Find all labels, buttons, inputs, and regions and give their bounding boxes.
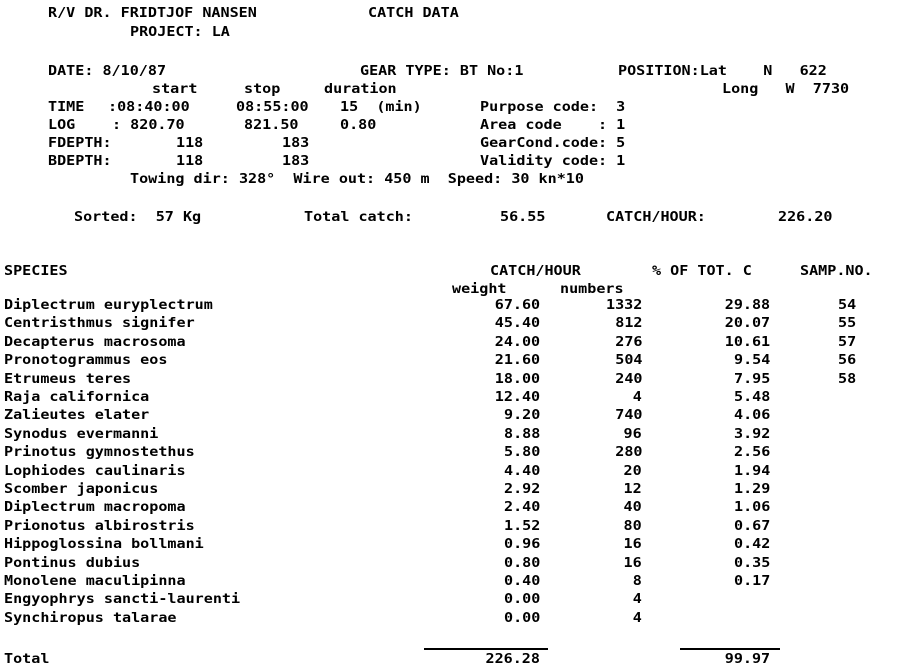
numbers-subheader: numbers	[560, 282, 624, 297]
catch-numbers: 16	[623, 555, 642, 571]
species-name: Decapterus macrosoma	[4, 334, 186, 350]
percent-of-total: 0.67	[733, 518, 770, 534]
species-name: Raja californica	[4, 390, 150, 405]
time-duration: 15 (min)	[340, 100, 422, 115]
table-row	[0, 408, 900, 426]
species-name: Pronotogrammus eos	[4, 353, 168, 369]
catch-weight: 4.40	[503, 463, 540, 479]
catch-numbers: 280	[614, 445, 642, 461]
species-name: Diplectrum macropoma	[4, 500, 186, 516]
table-row	[0, 519, 900, 537]
fdepth-stop: 183	[282, 136, 310, 151]
catch-weight: 9.20	[503, 408, 540, 424]
catch-weight: 0.40	[503, 574, 540, 589]
percent-of-total: 29.88	[724, 298, 770, 313]
date-field: DATE: 8/10/87	[48, 64, 167, 79]
species-name: Prionotus albirostris	[4, 518, 195, 534]
table-row	[0, 574, 900, 592]
catch-per-hour-value: 226.20	[778, 210, 833, 225]
percent-of-total: 10.61	[724, 334, 770, 350]
percent-total-rule	[680, 648, 780, 650]
percent-of-total: 2.56	[733, 445, 770, 461]
catch-numbers: 812	[614, 316, 642, 332]
project-label: PROJECT: LA	[130, 25, 230, 40]
gear-type-field: GEAR TYPE: BT No:1	[360, 64, 524, 79]
catch-weight: 2.40	[503, 500, 540, 516]
catch-weight: 8.88	[503, 426, 540, 442]
table-row	[0, 427, 900, 445]
gear-condition-code: GearCond.code: 5	[480, 136, 626, 151]
table-row	[0, 335, 900, 353]
column-duration-header: duration	[324, 82, 397, 97]
vessel-name: R/V DR. FRIDTJOF NANSEN	[48, 6, 257, 21]
bdepth-label: BDEPTH:	[48, 154, 112, 169]
log-label: LOG	[48, 118, 76, 133]
percent-of-total: 7.95	[733, 371, 770, 387]
catch-weight: 0.00	[503, 610, 540, 626]
sample-number: 58	[838, 371, 857, 387]
total-weight: 226.28	[485, 652, 540, 667]
sample-number: 56	[838, 353, 857, 369]
catch-weight: 45.40	[494, 316, 540, 332]
sorted-weight: Sorted: 57 Kg	[74, 210, 202, 225]
catch-hour-column-header: CATCH/HOUR	[490, 264, 581, 279]
catch-numbers: 4	[632, 592, 642, 608]
species-name: Pontinus dubius	[4, 555, 141, 571]
table-row	[0, 316, 900, 334]
table-row	[0, 372, 900, 390]
log-distance: 0.80	[340, 118, 377, 133]
catch-numbers: 80	[623, 518, 642, 534]
log-stop: 821.50	[244, 118, 299, 133]
catch-weight: 2.92	[503, 482, 540, 497]
catch-weight: 5.80	[503, 445, 540, 461]
species-column-header: SPECIES	[4, 264, 68, 279]
percent-of-total: 1.94	[733, 463, 770, 479]
time-stop: 08:55:00	[236, 100, 309, 115]
percent-of-total: 9.54	[733, 353, 770, 369]
towing-info: Towing dir: 328° Wire out: 450 m Speed: 30 kn*10	[130, 172, 584, 187]
total-percent: 99.97	[724, 652, 770, 667]
bdepth-start: 118	[176, 154, 204, 169]
table-row	[0, 556, 900, 574]
validity-code: Validity code: 1	[480, 154, 626, 169]
sample-number: 57	[838, 334, 857, 350]
catch-weight: 0.80	[503, 555, 540, 571]
table-row	[0, 390, 900, 408]
table-row	[0, 592, 900, 610]
catch-numbers: 4	[632, 610, 642, 626]
fdepth-label: FDEPTH:	[48, 136, 112, 151]
table-row	[0, 298, 900, 316]
catch-numbers: 504	[614, 353, 642, 369]
catch-weight: 67.60	[494, 298, 540, 313]
catch-numbers: 4	[632, 390, 642, 405]
percent-of-total: 1.06	[733, 500, 770, 516]
position-lat-field: POSITION:Lat N 622	[618, 64, 827, 79]
column-start-header: start	[152, 82, 198, 97]
catch-weight: 1.52	[503, 518, 540, 534]
species-name: Synodus evermanni	[4, 426, 159, 442]
species-name: Hippoglossina bollmani	[4, 537, 204, 553]
species-name: Zalieutes elater	[4, 408, 150, 424]
document-title: CATCH DATA	[368, 6, 459, 21]
sample-number-column-header: SAMP.NO.	[800, 264, 873, 279]
catch-weight: 12.40	[494, 390, 540, 405]
catch-numbers: 16	[623, 537, 642, 553]
catch-weight: 18.00	[494, 371, 540, 387]
time-label: TIME	[48, 100, 85, 115]
percent-total-column-header: % OF TOT. C	[652, 264, 752, 279]
percent-of-total: 4.06	[733, 408, 770, 424]
catch-weight: 21.60	[494, 353, 540, 369]
catch-per-hour-label: CATCH/HOUR:	[606, 210, 706, 225]
fdepth-start: 118	[176, 136, 204, 151]
percent-of-total: 3.92	[733, 426, 770, 442]
catch-weight: 24.00	[494, 334, 540, 350]
column-stop-header: stop	[244, 82, 281, 97]
species-name: Etrumeus teres	[4, 371, 132, 387]
table-row	[0, 611, 900, 629]
time-start: :08:40:00	[108, 100, 190, 115]
percent-of-total: 1.29	[733, 482, 770, 497]
species-name: Lophiodes caulinaris	[4, 463, 186, 479]
purpose-code: Purpose code: 3	[480, 100, 626, 115]
catch-numbers: 20	[623, 463, 642, 479]
table-row	[0, 500, 900, 518]
catch-weight: 0.00	[503, 592, 540, 608]
total-label: Total	[4, 652, 50, 667]
percent-of-total: 5.48	[733, 390, 770, 405]
catch-numbers: 740	[614, 408, 642, 424]
table-row	[0, 464, 900, 482]
species-name: Monolene maculipinna	[4, 574, 186, 589]
percent-of-total: 0.17	[733, 574, 770, 589]
sample-number: 55	[838, 316, 857, 332]
species-name: Scomber japonicus	[4, 482, 159, 497]
bdepth-stop: 183	[282, 154, 310, 169]
total-catch-value: 56.55	[500, 210, 546, 225]
weight-subheader: weight	[452, 282, 507, 297]
catch-numbers: 96	[623, 426, 642, 442]
catch-numbers: 276	[614, 334, 642, 350]
catch-weight: 0.96	[503, 537, 540, 553]
catch-numbers: 8	[632, 574, 642, 589]
species-name: Centristhmus signifer	[4, 316, 195, 332]
species-name: Prinotus gymnostethus	[4, 445, 195, 461]
sample-number: 54	[838, 298, 857, 313]
catch-numbers: 12	[623, 482, 642, 497]
position-long-field: Long W 7730	[722, 82, 850, 97]
species-name: Engyophrys sancti-laurenti	[4, 592, 241, 608]
table-row	[0, 537, 900, 555]
percent-of-total: 0.35	[733, 555, 770, 571]
table-row	[0, 353, 900, 371]
area-code: Area code : 1	[480, 118, 626, 133]
catch-numbers: 1332	[605, 298, 642, 313]
species-name: Synchiropus talarae	[4, 610, 177, 626]
total-catch-label: Total catch:	[304, 210, 413, 225]
percent-of-total: 20.07	[724, 316, 770, 332]
catch-numbers: 240	[614, 371, 642, 387]
percent-of-total: 0.42	[733, 537, 770, 553]
catch-numbers: 40	[623, 500, 642, 516]
table-row	[0, 482, 900, 500]
table-row	[0, 445, 900, 463]
species-name: Diplectrum euryplectrum	[4, 298, 213, 313]
log-start: : 820.70	[112, 118, 185, 133]
weight-total-rule	[424, 648, 548, 650]
